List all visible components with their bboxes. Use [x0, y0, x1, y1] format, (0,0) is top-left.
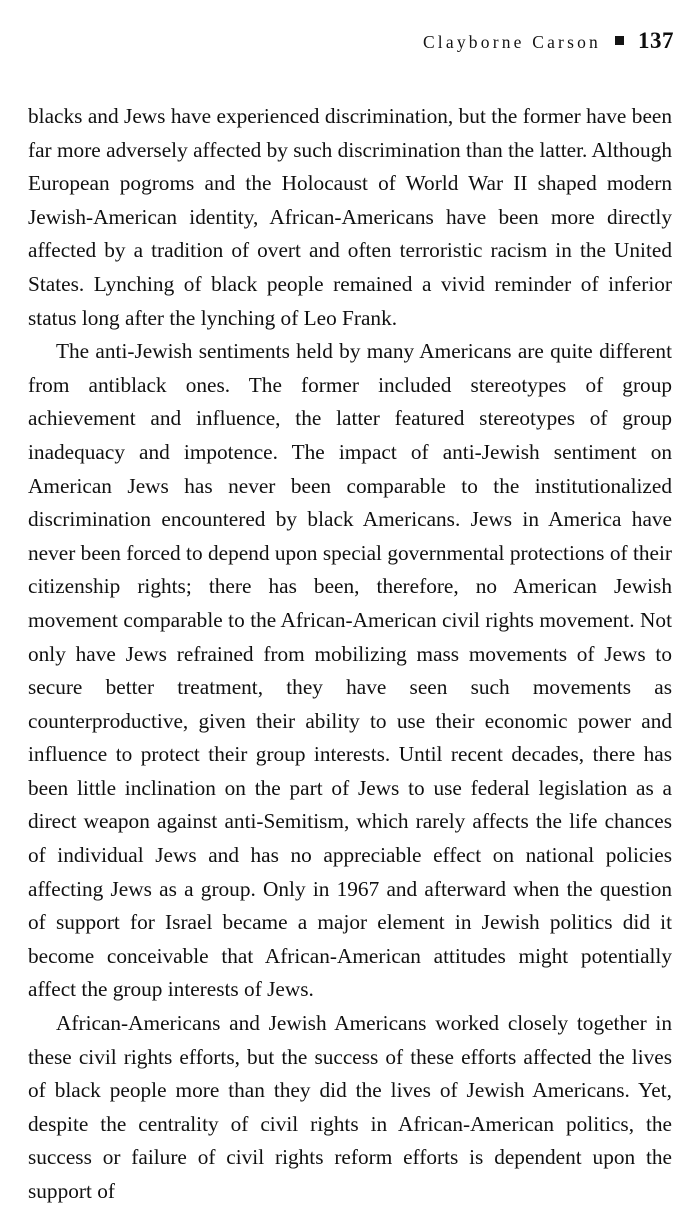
running-head	[0, 0, 700, 54]
paragraph-1: blacks and Jews have experienced discrimination, but the former have been far more adversely affected by such discrimination than the latter. Although European pogroms and the Holocaust of World War II shaped modern Jewish-American identity, African-Americans have been more directly affected by a tradition of overt and often terroristic racism in the United States. Lynching of black people remained a vivid reminder of inferior status long after the lynching of Leo Frank.	[28, 104, 672, 330]
page-number: 137	[638, 28, 674, 53]
paragraph-2: The anti-Jewish sentiments held by many Americans are quite different from antiblack ones. The former included stereotypes of group achievement and influence, the latter featured stereotypes of group inadequacy and impotence. The impact of anti-Jewish sentiment on American Jews has never been comparable to the institutionalized discrimination encountered by black Americans. Jews in America have never been forced to depend upon special governmental protections of their citizenship rights; there has been, therefore, no American Jewish movement comparable to the African-American civil rights movement. Not only have Jews refrained from mobilizing mass movements of Jews to secure better treatment, they have seen such movements as counterproductive, given their ability to use their economic power and influence to protect their group interests. Until recent decades, there has been little inclination on the part of Jews to use federal legislation as a direct weapon against anti-Semitism, which rarely affects the life chances of individual Jews and has no appreciable effect on national policies affecting Jews as a group. Only in 1967 and afterward when the question of support for Israel became a major element in Jewish politics did it become conceivable that African-American attitudes might potentially affect the group interests of Jews.	[28, 339, 672, 1002]
body-text	[0, 54, 700, 1209]
square-bullet-icon	[615, 36, 624, 45]
running-head-author: Clayborne Carson	[422, 32, 601, 52]
paragraph-3: African-Americans and Jewish Americans worked closely together in these civil rights efforts, but the success of these efforts affected the lives of black people more than they did the lives of Jewish Americans. Yet, despite the centrality of civil rights in African-American politics, the success or failure of civil rights reform efforts is dependent upon the support of	[28, 1011, 672, 1203]
